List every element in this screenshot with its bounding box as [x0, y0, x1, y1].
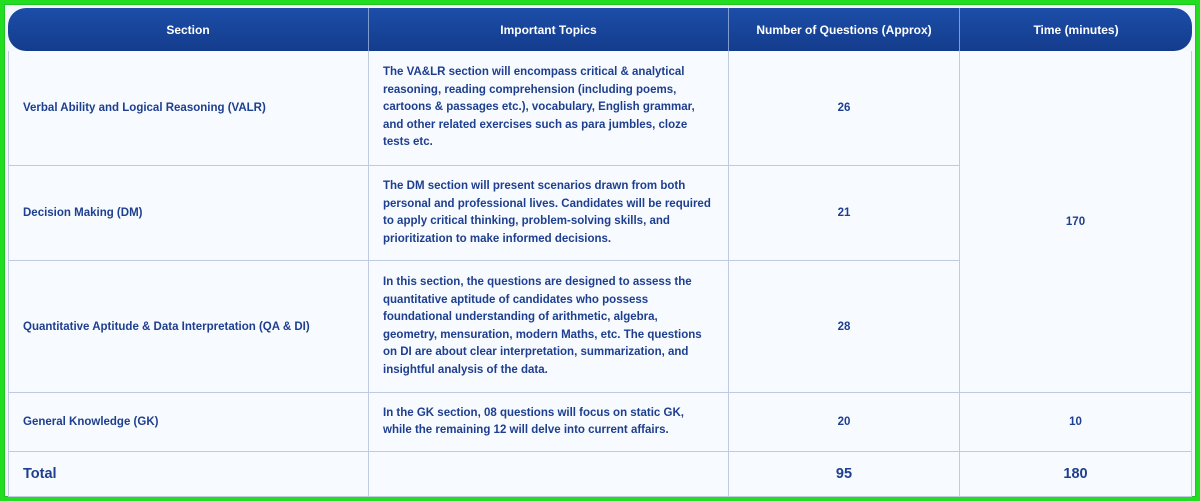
total-questions: 95 [729, 452, 960, 497]
header-questions: Number of Questions (Approx) [729, 8, 960, 51]
table-frame [5, 5, 1195, 496]
questions-cell: 20 [729, 393, 960, 452]
section-cell: Verbal Ability and Logical Reasoning (VALR) [8, 51, 369, 166]
header-section: Section [8, 8, 369, 51]
questions-cell: 26 [729, 51, 960, 166]
table-row [8, 393, 1192, 452]
section-cell: Decision Making (DM) [8, 166, 369, 261]
header-topics: Important Topics [369, 8, 729, 51]
topics-cell: In the GK section, 08 questions will focus on static GK, while the remaining 12 will delve into current affairs. [369, 393, 729, 452]
topics-cell: In this section, the questions are designed to assess the quantitative aptitude of candidates who possess foundational understanding of arithmetic, algebra, geometry, mensuration, modern Maths, etc. The questions on DI are about clear interpretation, summarization, and insightful analysis of the data. [369, 261, 729, 393]
section-cell: General Knowledge (GK) [8, 393, 369, 452]
section-cell: Quantitative Aptitude & Data Interpretation (QA & DI) [8, 261, 369, 393]
total-label: Total [8, 452, 369, 497]
table-row [8, 51, 1192, 166]
questions-cell: 28 [729, 261, 960, 393]
total-row [8, 452, 1192, 497]
table-header-row [8, 8, 1192, 51]
topics-cell: The DM section will present scenarios drawn from both personal and professional lives. Candidates will be required to apply critical thinking, problem-solving skills, and prioritization to make informed decisions. [369, 166, 729, 261]
total-topics-cell [369, 452, 729, 497]
total-time: 180 [960, 452, 1192, 497]
time-cell: 10 [960, 393, 1192, 452]
exam-pattern-table [8, 8, 1192, 497]
questions-cell: 21 [729, 166, 960, 261]
header-time: Time (minutes) [960, 8, 1192, 51]
topics-cell: The VA&LR section will encompass critical & analytical reasoning, reading comprehension (including poems, cartoons & passages etc.), vocabulary, English grammar, and other related exercises such as para jumbles, cloze tests etc. [369, 51, 729, 166]
time-cell-merged: 170 [960, 51, 1192, 393]
